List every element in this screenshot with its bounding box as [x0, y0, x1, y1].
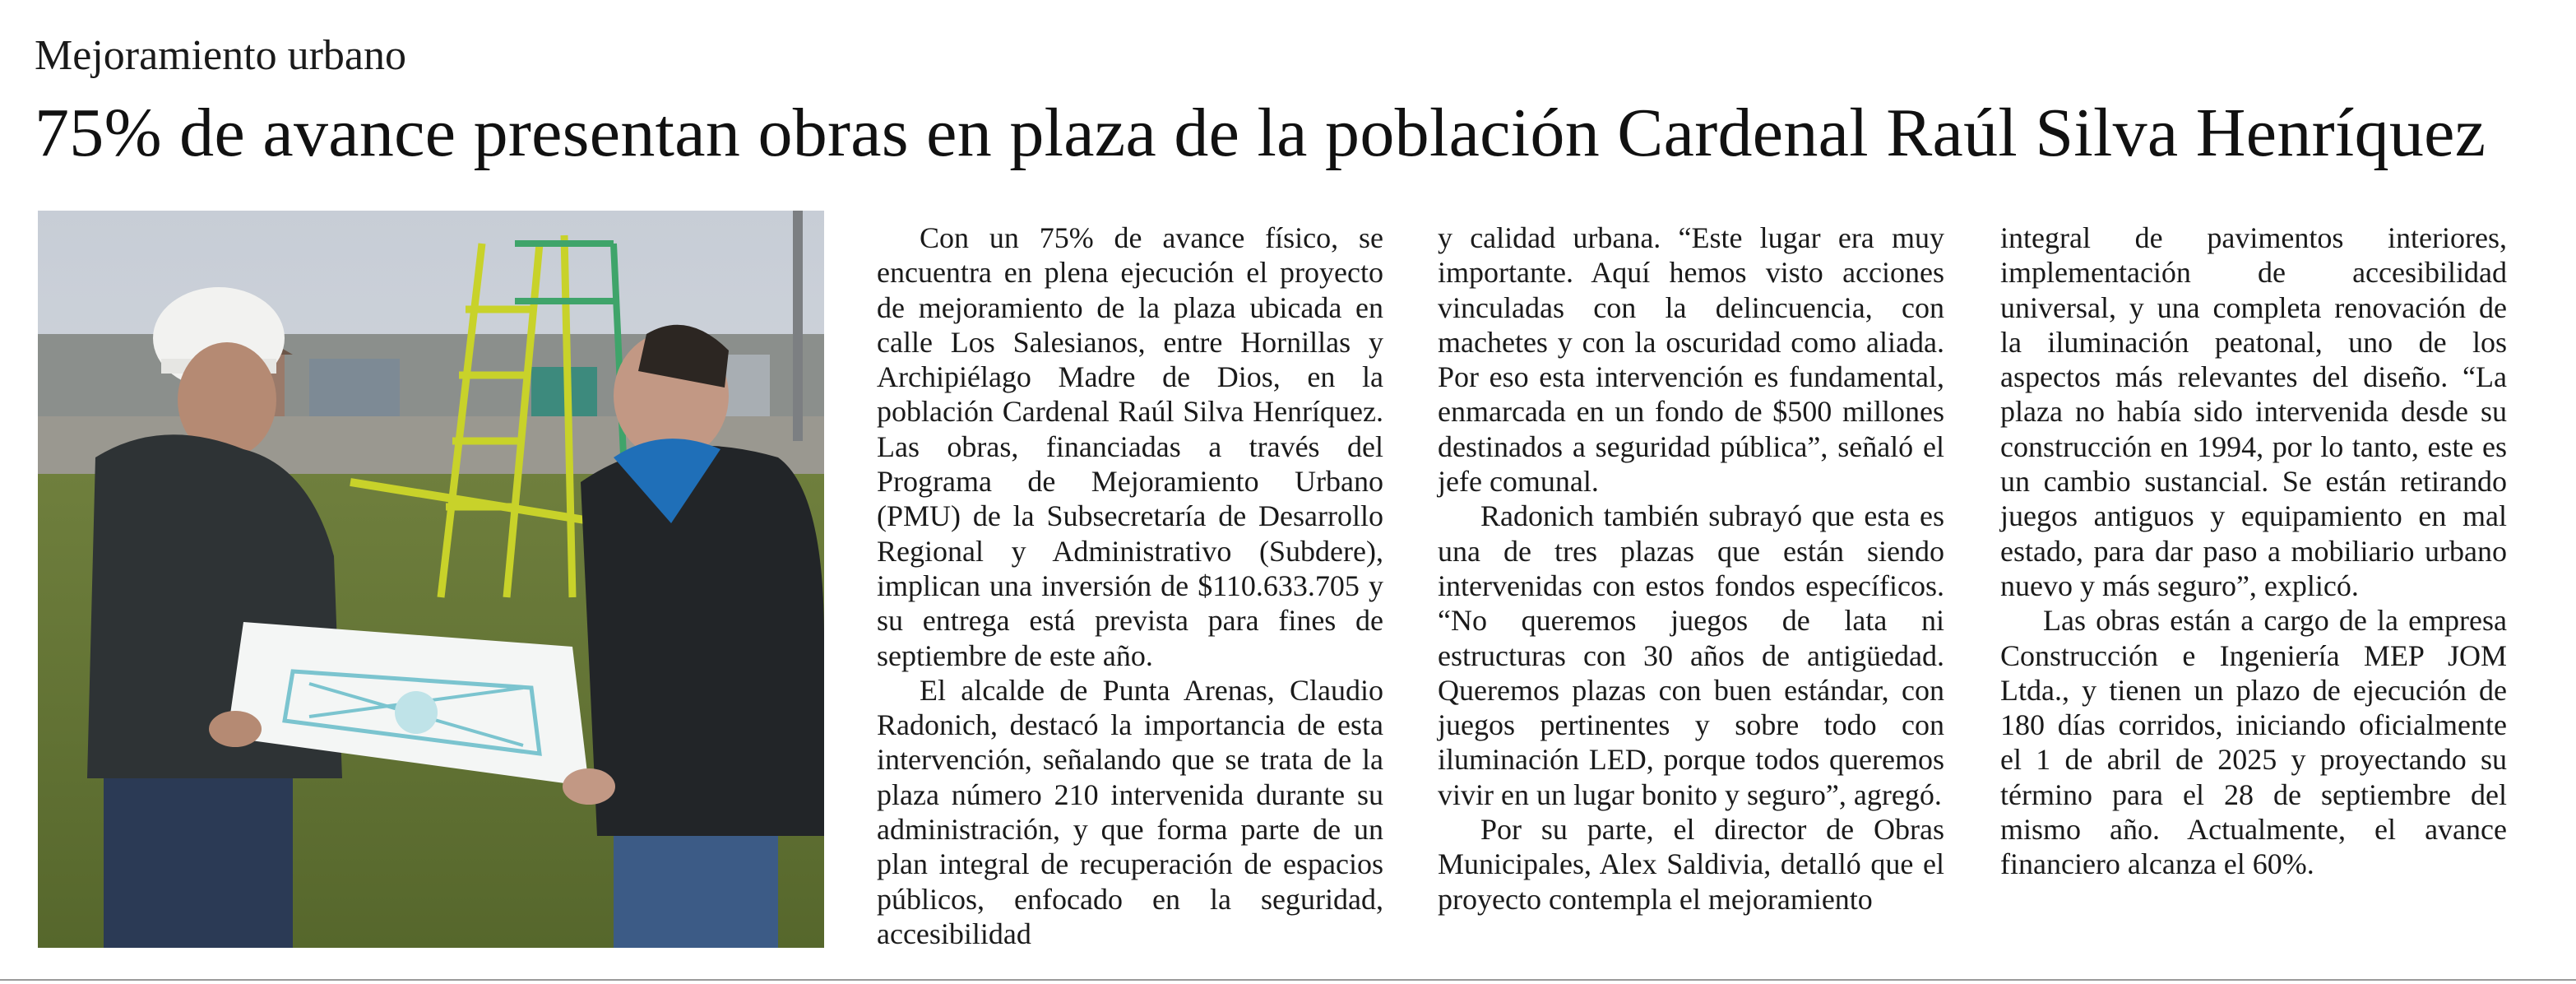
article-photo [38, 211, 824, 948]
paragraph: integral de pavimentos interiores, implementación de accesibilidad universal, y una completa renovación de la iluminación peatonal, uno de los aspectos más relevantes del diseño. “La plaza no había sido intervenida desde su construcción en 1994, por lo tanto, este es un cambio sustancial. Se están retirando juegos antiguos y equipamiento en mal estado, para dar paso a mobiliario urbano nuevo y más seguro”, explicó. [2000, 221, 2507, 602]
bottom-rule [0, 979, 2576, 981]
paragraph: El alcalde de Punta Arenas, Claudio Radonich, destacó la importancia de esta intervención, señalando que se trata de la plaza número 210 intervenida durante su administración, y que forma parte de un plan integral de recuperación de espacios públicos, enfocado en la seguridad, accesibilidad [877, 673, 1383, 950]
paragraph: y calidad urbana. “Este lugar era muy importante. Aquí hemos visto acciones vinculadas con la delincuencia, con machetes y con la oscuridad como aliada. Por eso esta intervención es fundamental, enmarcada en un fondo de $500 millones destinados a seguridad pública”, señaló el jefe comunal. [1438, 221, 1944, 499]
paragraph: Con un 75% de avance físico, se encuentra en plena ejecución el proyecto de mejoramiento de la plaza ubicada en calle Los Salesianos, entre Hornillas y Archipiélago Madre de Dios, en la población Cardenal Raúl Silva Henríquez. Las obras, financiadas a través del Programa de Mejoramiento Urbano (PMU) de la Subsecretaría de Desarrollo Regional y Administrativo (Subdere), implican una inversión de $110.633.705 y su entrega está prevista para fines de septiembre de este año. [877, 221, 1383, 672]
headline: 75% de avance presentan obras en plaza de la población Cardenal Raúl Silva Henríquez [35, 95, 2486, 171]
paragraph: Por su parte, el director de Obras Municipales, Alex Saldivia, detalló que el proyecto contempla el mejoramiento [1438, 813, 1944, 916]
section-label: Mejoramiento urbano [35, 32, 406, 79]
paragraph: Radonich también subrayó que esta es una de tres plazas que están siendo intervenidas con estos fondos específicos. “No queremos juegos de lata ni estructuras con 30 años de antigüedad. Queremos plazas con buen estándar, con juegos pertinentes y sobre todo con iluminación LED, porque todos queremos vivir en un lugar bonito y seguro”, agregó. [1438, 499, 1944, 811]
paragraph: Las obras están a cargo de la empresa Construcción e Ingeniería MEP JOM Ltda., y tienen un plazo de ejecución de 180 días corridos, iniciando oficialmente el 1 de abril de 2025 y proyectando su término para el 28 de septiembre del mismo año. Actualmente, el avance financiero alcanza el 60%. [2000, 604, 2507, 881]
article-column-1 [877, 220, 1383, 951]
article-column-3 [2000, 220, 2507, 882]
article-column-2 [1438, 220, 1944, 917]
